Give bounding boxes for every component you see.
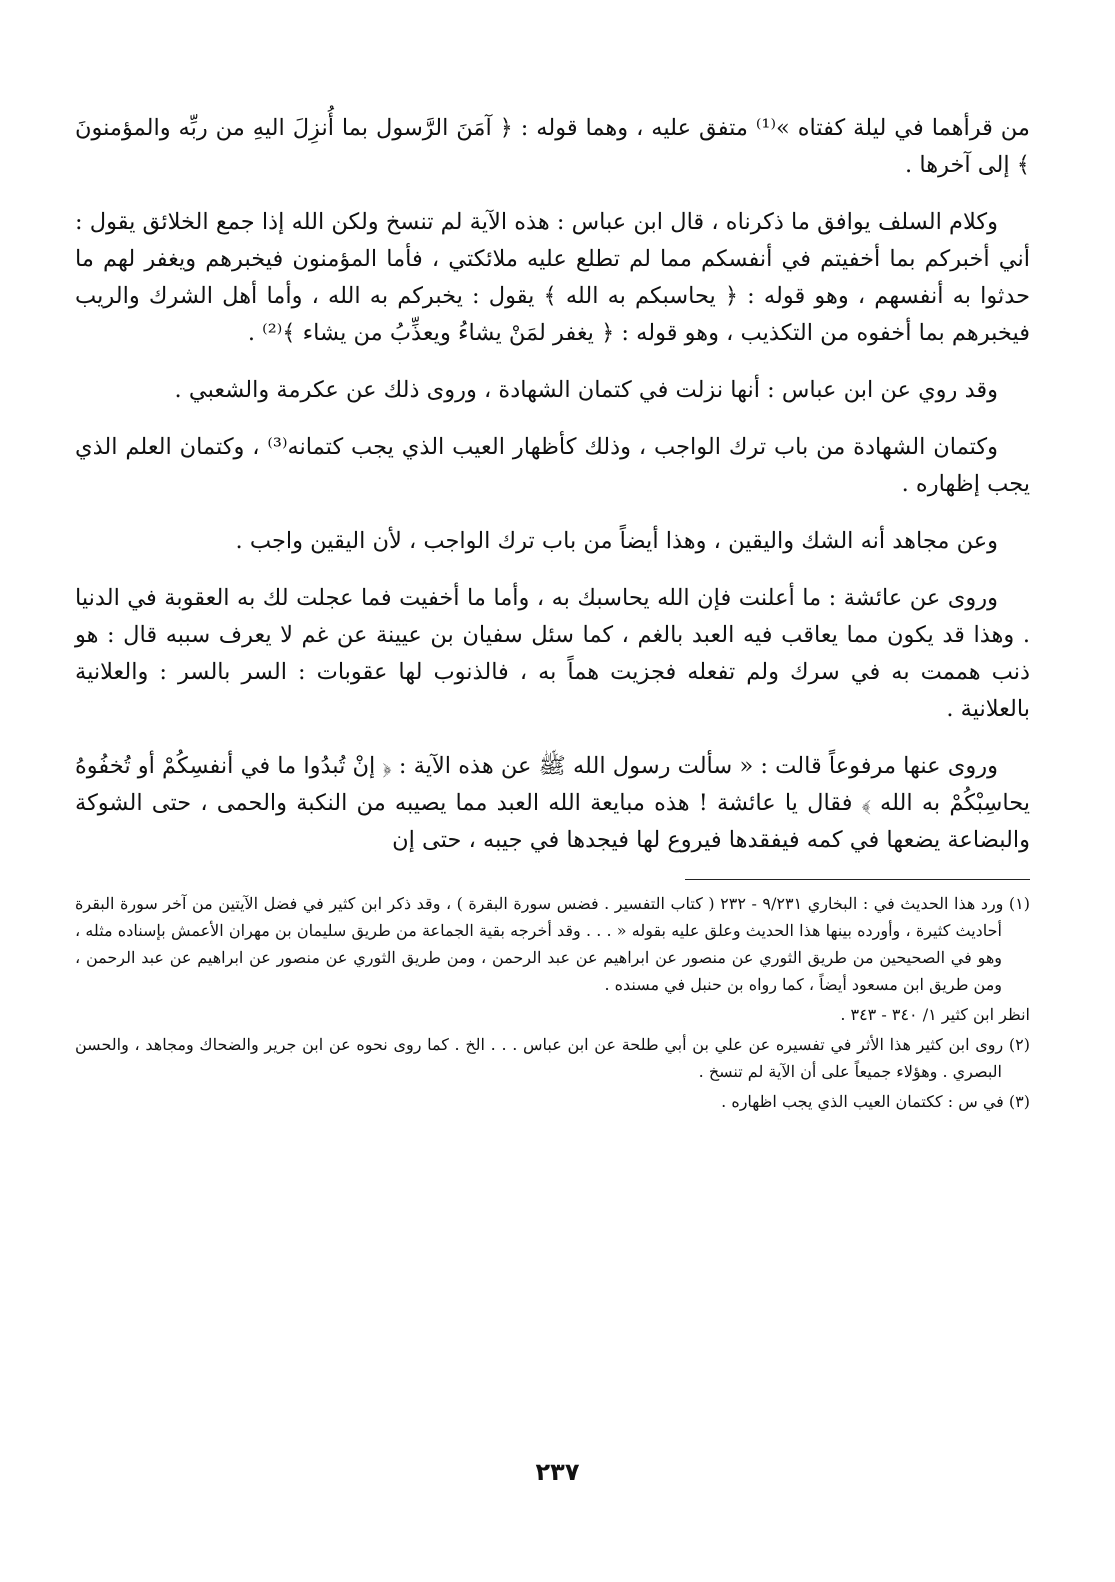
paragraph-3: وقد روي عن ابن عباس : أنها نزلت في كتمان الشهادة ، وروى ذلك عن عكرمة والشعبي . bbox=[174, 377, 998, 403]
paragraph-4: وكتمان الشهادة من باب ترك الواجب ، وذلك كأظهار العيب الذي يجب كتمانه⁽³⁾ ، وكتمان العلم الذي يجب إظهاره . bbox=[75, 434, 1030, 497]
paragraph-5: وعن مجاهد أنه الشك واليقين ، وهذا أيضاً من باب ترك الواجب ، لأن اليقين واجب . bbox=[235, 528, 998, 554]
footnote-1: (١) ورد هذا الحديث في : البخاري ٩/٢٣١ - ٢٣٢ ( كتاب التفسير . فضس سورة البقرة ) ، وقد ذكر ابن كثير في فضل الآيتين من آخر سورة البقرة أحاديث كثيرة ، وأورده بينها هذا الحديث وعلق عليه بقوله « . . . وقد أخرجه بقية الجماعة من طريق سليمان بن مهران الأعمش بإسناده مثله ، وهو في الصحيحين من طريق الثوري عن منصور عن ابراهيم عن عبد الرحمن ، ومن طريق الثوري عن منصور عن ابراهيم عن عبد الرحمن ، ومن طريق ابن مسعود أيضاً ، كما رواه بن حنبل في مسنده . bbox=[75, 894, 1031, 994]
footnote-2: (٢) روى ابن كثير هذا الأثر في تفسيره عن علي بن أبي طلحة عن ابن عباس . . . الخ . كما روى نحوه عن ابن جرير والضحاك ومجاهد ، والحسن البصري . وهؤلاء جميعاً على أن الآية لم تنسخ . bbox=[75, 1035, 1030, 1081]
paragraph-1: من قرأهما في ليلة كفتاه »⁽¹⁾ متفق عليه ، وهما قوله : ﴿ آمَنَ الرَّسول بما أُنزِلَ اليهِ من ربِّه والمؤمنونَ ﴾ إلى آخرها . bbox=[75, 115, 1030, 178]
paragraph-2: وكلام السلف يوافق ما ذكرناه ، قال ابن عباس : هذه الآية لم تنسخ ولكن الله إذا جمع الخلائق يقول : أني أخبركم بما أخفيتم في أنفسكم مما لم تطلع عليه ملائكتي ، فأما المؤمنون فيخبرهم ويغفر لهم ما حدثوا به أنفسهم ، وهو قوله : ﴿ يحاسبكم به الله ﴾ يقول : يخبركم به الله ، وأما أهل الشرك والريب فيخبرهم بما أخفوه من التكذيب ، وهو قوله : ﴿ يغفر لمَنْ يشاءُ ويعذِّبُ من يشاء ﴾⁽²⁾ . bbox=[75, 209, 1030, 346]
footnotes bbox=[75, 890, 1030, 1115]
paragraph-6: وروى عن عائشة : ما أعلنت فإن الله يحاسبك به ، وأما ما أخفيت فما عجلت لك به العقوبة في الدنيا . وهذا قد يكون مما يعاقب فيه العبد بالغم ، كما سئل سفيان بن عيينة عن غم لا يعرف سببه قال : هو ذنب هممت به في سرك ولم تفعله فجزيت هماً به ، فالذنوب لها عقوبات : السر بالسر : والعلانية بالعلانية . bbox=[75, 585, 1030, 722]
footnote-1-reference: انظر ابن كثير ١/ ٣٤٠ - ٣٤٣ . bbox=[840, 1005, 1030, 1024]
page-body bbox=[75, 110, 1030, 1530]
paragraph-7: وروى عنها مرفوعاً قالت : « سألت رسول الله ﷺ عن هذه الآية : ﴿ إنْ تُبدُوا ما في أنفسِكُمْ أو تُخفُوهُ يحاسِبْكُمْ به الله ﴾ فقال يا عائشة ! هذه مبايعة الله العبد مما يصيبه من النكبة والحمى ، حتى الشوكة والبضاعة يضعها في كمه فيفقدها فيروع لها فيجدها في جيبه ، حتى إن bbox=[75, 753, 1030, 853]
footnote-3: (٣) في س : ككتمان العيب الذي يجب اظهاره . bbox=[721, 1092, 1030, 1111]
page-number: ٢٣٧ bbox=[535, 1458, 580, 1486]
footnote-separator bbox=[685, 879, 1030, 880]
